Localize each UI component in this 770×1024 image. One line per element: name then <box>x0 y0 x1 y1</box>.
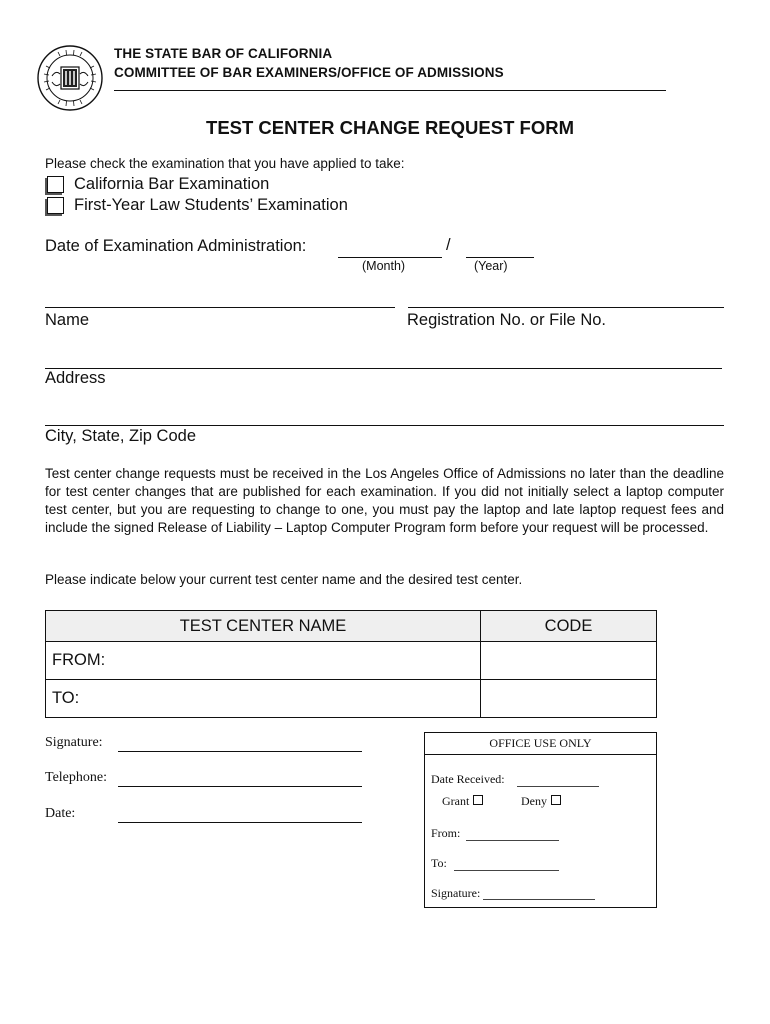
exam-prompt: Please check the examination that you have applied to take: <box>45 156 405 171</box>
date-field-label: Date: <box>45 806 76 821</box>
registration-label: Registration No. or File No. <box>407 311 606 329</box>
to-label: TO: <box>52 689 80 707</box>
telephone-label: Telephone: <box>45 770 107 785</box>
exam-option-california-bar[interactable] <box>47 175 269 194</box>
office-to-field[interactable] <box>454 870 559 871</box>
telephone-field[interactable] <box>118 786 362 787</box>
registration-field[interactable] <box>408 307 724 308</box>
year-caption: (Year) <box>474 259 508 273</box>
deny-option[interactable] <box>521 794 561 809</box>
city-state-zip-field[interactable] <box>45 425 724 426</box>
state-bar-seal-icon <box>36 44 104 112</box>
table-row-from <box>46 642 657 680</box>
month-caption: (Month) <box>362 259 406 273</box>
name-field[interactable] <box>45 307 395 308</box>
address-label: Address <box>45 369 106 387</box>
office-from-field[interactable] <box>466 840 559 841</box>
deny-checkbox[interactable] <box>551 795 561 805</box>
month-field[interactable] <box>338 257 442 258</box>
column-header-name: TEST CENTER NAME <box>46 611 481 642</box>
office-use-title: OFFICE USE ONLY <box>489 736 592 750</box>
from-test-center-field[interactable] <box>46 642 481 680</box>
california-bar-checkbox[interactable] <box>47 176 64 193</box>
exam-option-label: California Bar Examination <box>74 175 270 193</box>
office-signature-label: Signature: <box>431 886 481 900</box>
grant-label: Grant <box>442 794 470 808</box>
office-signature-field[interactable] <box>483 899 595 900</box>
from-code-field[interactable] <box>481 642 657 680</box>
to-test-center-field[interactable] <box>46 680 481 718</box>
exam-option-first-year[interactable] <box>47 196 348 215</box>
office-from-label: From: <box>431 826 461 840</box>
date-field[interactable] <box>118 822 362 823</box>
date-received-label: Date Received: <box>431 772 505 786</box>
first-year-checkbox[interactable] <box>47 197 64 214</box>
form-title: TEST CENTER CHANGE REQUEST FORM <box>206 117 574 138</box>
office-use-box <box>424 732 657 908</box>
office-use-divider <box>425 754 656 755</box>
name-label: Name <box>45 311 90 329</box>
table-row-to <box>46 680 657 718</box>
signature-field[interactable] <box>118 751 362 752</box>
year-field[interactable] <box>466 257 534 258</box>
address-field[interactable] <box>45 368 722 369</box>
header-rule <box>114 90 666 91</box>
org-name: THE STATE BAR OF CALIFORNIA <box>114 46 333 61</box>
exam-option-label: First-Year Law Students’ Examination <box>74 196 348 214</box>
from-label: FROM: <box>52 651 106 669</box>
grant-checkbox[interactable] <box>473 795 483 805</box>
test-center-table <box>45 610 657 718</box>
office-to-label: To: <box>431 856 447 870</box>
grant-option[interactable] <box>442 794 483 809</box>
instructions-paragraph: Test center change requests must be received in the Los Angeles Office of Admissions no later than the deadline for test center changes that are published for each examination. If you did not initially select a laptop computer test center, but you are requesting to change to one, you must pay the laptop and late laptop request fees and include the signed Release of Liability – Laptop Computer Program form before your request will be processed. <box>45 466 724 535</box>
date-label: Date of Examination Administration: <box>45 237 307 255</box>
column-header-code: CODE <box>481 611 657 642</box>
indicate-prompt: Please indicate below your current test center name and the desired test center. <box>45 572 523 587</box>
to-code-field[interactable] <box>481 680 657 718</box>
org-department: COMMITTEE OF BAR EXAMINERS/OFFICE OF ADMISSIONS <box>114 65 504 80</box>
deny-label: Deny <box>521 794 547 808</box>
city-state-zip-label: City, State, Zip Code <box>45 427 197 445</box>
date-received-field[interactable] <box>517 786 599 787</box>
date-separator: / <box>446 236 451 254</box>
signature-label: Signature: <box>45 735 103 750</box>
